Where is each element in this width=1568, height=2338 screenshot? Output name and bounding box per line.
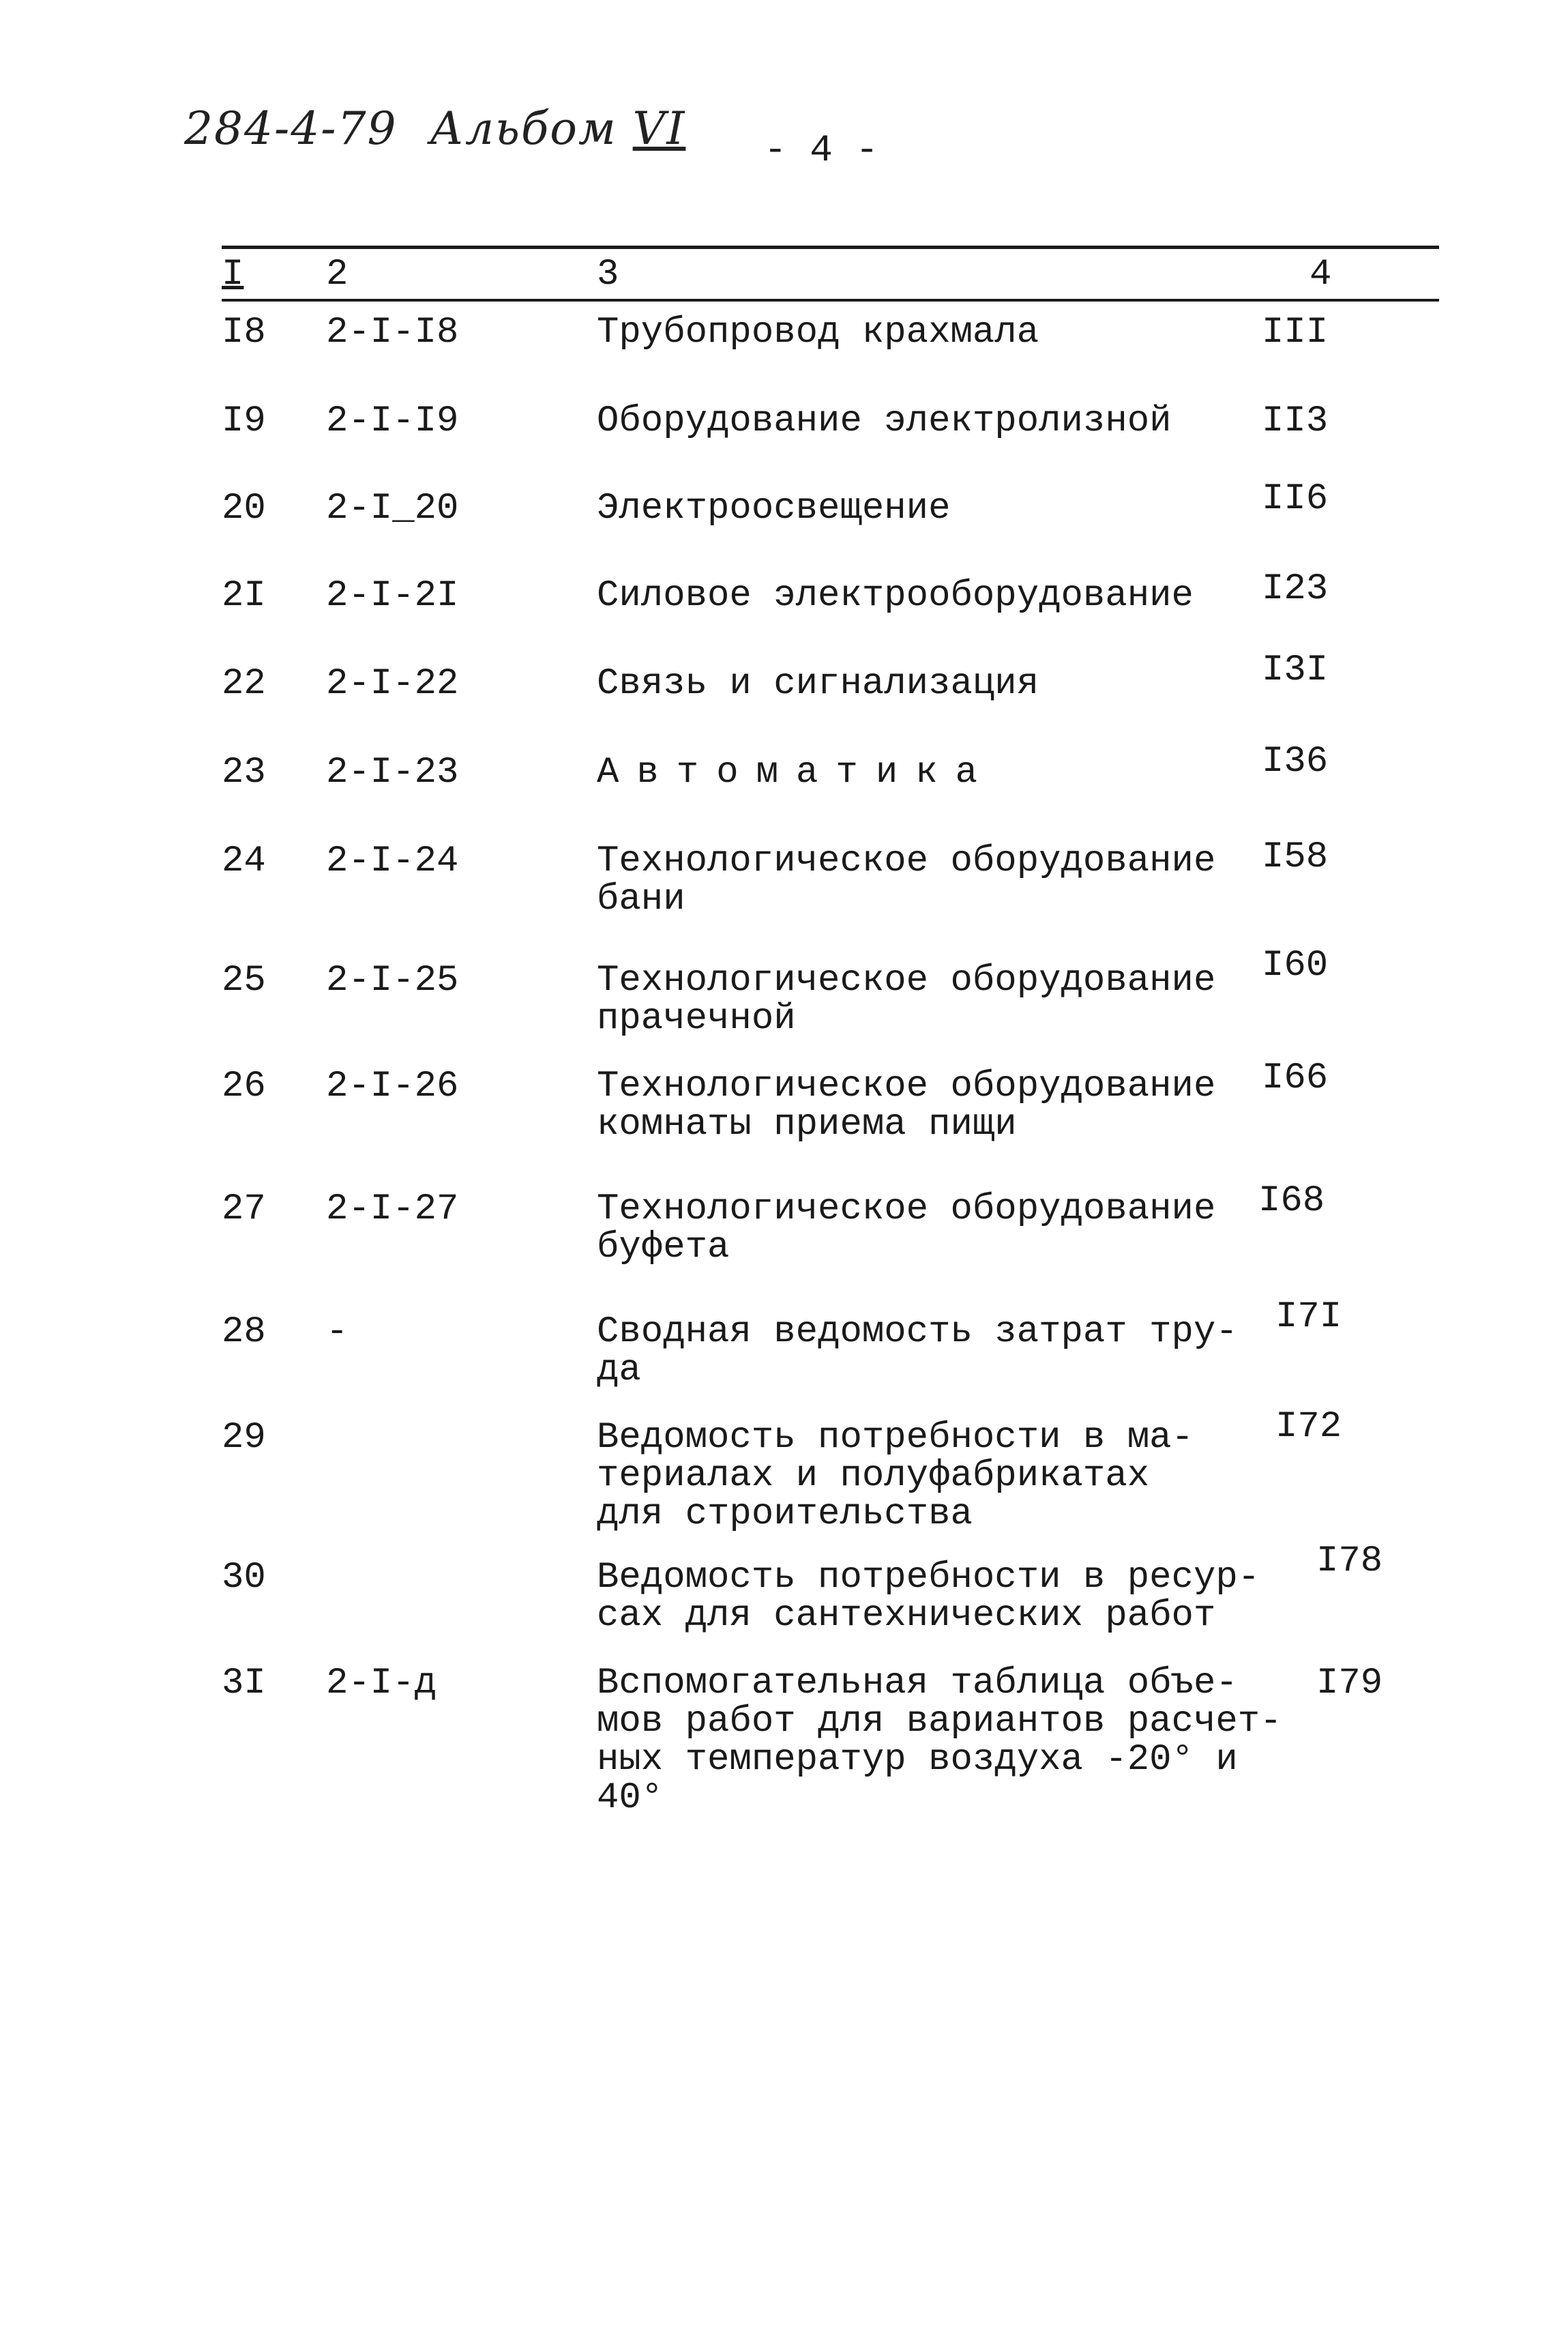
row-title-line: буфета bbox=[597, 1227, 730, 1268]
row-number: 29 bbox=[222, 1417, 266, 1459]
row-page: I66 bbox=[1262, 1057, 1329, 1099]
row-title-line: Оборудование электролизной bbox=[597, 400, 1172, 442]
row-number: I8 bbox=[222, 312, 266, 353]
row-page: I7I bbox=[1275, 1296, 1342, 1338]
row-page: I58 bbox=[1262, 836, 1329, 878]
row-page: II3 bbox=[1262, 400, 1329, 442]
row-page: I36 bbox=[1262, 741, 1329, 783]
row-code: 2-I-26 bbox=[326, 1066, 459, 1107]
row-title-line: Ведомость потребности в ресур- bbox=[597, 1557, 1260, 1598]
row-title-line: Технологическое оборудование bbox=[597, 960, 1216, 1002]
row-title-line: комнаты приема пищи bbox=[597, 1104, 1017, 1145]
row-title bbox=[597, 665, 1265, 703]
row-page: I78 bbox=[1316, 1540, 1383, 1582]
row-number: 22 bbox=[222, 663, 266, 705]
row-title-line: бани bbox=[597, 879, 685, 920]
album-word: Альбом bbox=[430, 102, 617, 155]
row-title bbox=[597, 577, 1265, 615]
row-title-line: Технологическое оборудование bbox=[597, 1188, 1216, 1230]
row-code: 2-I-I9 bbox=[326, 400, 459, 442]
row-page: I60 bbox=[1262, 945, 1329, 987]
row-code: 2-I-д bbox=[326, 1663, 437, 1704]
document-code: 284-4-79 bbox=[184, 102, 398, 155]
column-header-1: I bbox=[222, 254, 244, 295]
row-title bbox=[597, 1190, 1265, 1267]
table-top-rule bbox=[222, 246, 1439, 249]
row-title bbox=[597, 754, 1265, 792]
row-page: I3I bbox=[1262, 649, 1329, 691]
row-title-line: Трубопровод крахмала bbox=[597, 312, 1039, 353]
row-code: 2-I-I8 bbox=[326, 312, 459, 353]
row-page: I79 bbox=[1316, 1663, 1383, 1704]
table-header-rule bbox=[222, 299, 1439, 302]
row-code: - bbox=[326, 1311, 349, 1353]
row-number: 30 bbox=[222, 1557, 266, 1598]
album-number: VI bbox=[632, 102, 686, 155]
row-number: 2I bbox=[222, 575, 266, 617]
row-title bbox=[597, 490, 1265, 528]
row-number: 20 bbox=[222, 488, 266, 529]
row-title-line: мов работ для вариантов расчет- bbox=[597, 1701, 1282, 1742]
row-title-line: для строительства bbox=[597, 1493, 973, 1535]
row-page: I72 bbox=[1275, 1406, 1342, 1448]
row-title bbox=[597, 1419, 1265, 1534]
row-title-line: прачечной bbox=[597, 998, 796, 1040]
row-title-line: 40° bbox=[597, 1777, 664, 1819]
row-number: 25 bbox=[222, 960, 266, 1002]
row-title-line: Ведомость потребности в ма- bbox=[597, 1417, 1194, 1459]
row-code: 2-I_20 bbox=[326, 488, 459, 529]
row-title-line: Технологическое оборудование bbox=[597, 841, 1216, 882]
album-label bbox=[430, 102, 685, 155]
row-title-line: териалах и полуфабрикатах bbox=[597, 1455, 1150, 1497]
column-header-3: 3 bbox=[597, 254, 619, 295]
row-title-line: Связь и сигнализация bbox=[597, 663, 1039, 705]
row-number: 28 bbox=[222, 1311, 266, 1353]
row-title-line: Сводная ведомость затрат тру- bbox=[597, 1311, 1238, 1353]
column-header-4: 4 bbox=[1310, 254, 1332, 295]
column-header-2: 2 bbox=[326, 254, 349, 295]
row-number: 23 bbox=[222, 752, 266, 793]
row-title bbox=[597, 1313, 1265, 1390]
row-code: 2-I-2I bbox=[326, 575, 459, 617]
row-title-line: Вспомогательная таблица объе- bbox=[597, 1663, 1238, 1704]
row-code: 2-I-22 bbox=[326, 663, 459, 705]
page-number: - 4 - bbox=[764, 128, 879, 172]
row-title-line: ных температур воздуха -20° и bbox=[597, 1739, 1238, 1781]
row-title-line: да bbox=[597, 1349, 641, 1391]
row-page: II6 bbox=[1262, 478, 1329, 520]
row-title bbox=[597, 1068, 1265, 1144]
row-page: I68 bbox=[1258, 1180, 1325, 1222]
row-code: 2-I-23 bbox=[326, 752, 459, 793]
row-title-line: Электроосвещение bbox=[597, 488, 951, 529]
row-number: 27 bbox=[222, 1188, 266, 1230]
row-code: 2-I-24 bbox=[326, 841, 459, 882]
row-code: 2-I-25 bbox=[326, 960, 459, 1002]
row-number: 3I bbox=[222, 1663, 266, 1704]
row-title-line: Автоматика bbox=[597, 752, 996, 793]
row-number: 24 bbox=[222, 841, 266, 882]
row-code: 2-I-27 bbox=[326, 1188, 459, 1230]
row-title bbox=[597, 1559, 1265, 1635]
row-title bbox=[597, 400, 1265, 442]
row-title bbox=[597, 314, 1265, 352]
row-page: III bbox=[1262, 312, 1329, 353]
row-number: 26 bbox=[222, 1066, 266, 1107]
row-title-line: Технологическое оборудование bbox=[597, 1066, 1216, 1107]
row-title-line: Силовое электрооборудование bbox=[597, 575, 1194, 617]
row-number: I9 bbox=[222, 400, 266, 442]
row-title bbox=[597, 962, 1265, 1038]
row-title bbox=[597, 1663, 1282, 1819]
row-page: I23 bbox=[1262, 568, 1329, 610]
row-title bbox=[597, 843, 1265, 919]
row-title-line: сах для сантехнических работ bbox=[597, 1595, 1216, 1637]
